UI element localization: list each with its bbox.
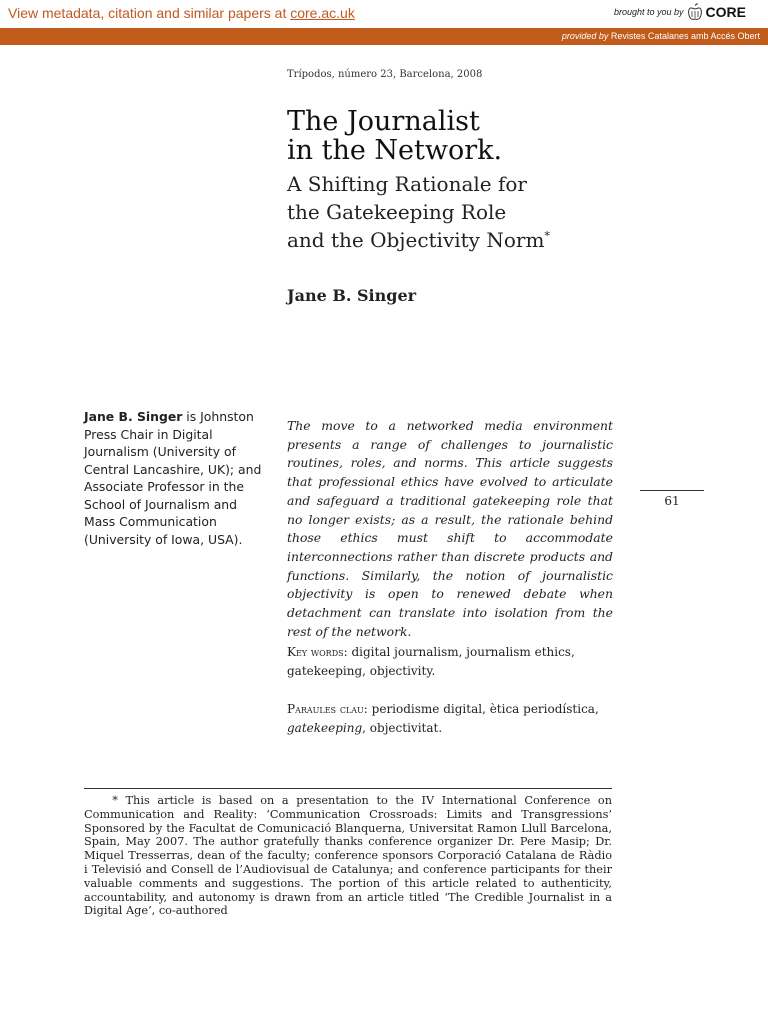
article-subtitle [287,170,667,254]
subtitle-line-2: the Gatekeeping Role [287,200,507,224]
keywords [287,643,613,681]
provided-by-label: provided by [561,31,609,41]
footnote [84,794,612,918]
paraules-text-after: , objectivitat. [362,721,443,735]
bio-text: is Johnston Press Chair in Digital Journalism (University of Central Lancashire, UK); and Associate Professor in the School of Journalism and Mass Communication (University of Iowa, USA). [84,409,262,547]
footnote-text: This article is based on a presentation to the IV International Conference on Communication and Reality: ‘Communication Crossroads: Limits and Transgressions’ Sponsored by the Facultat de Comunicació Blanquerna, Universitat Ramon Llull Barcelona, Spain, May 2007. The author gratefully thanks conference organizer Dr. Pere Masip; Dr. Miquel Tresserras, dean of the faculty; conference sponsors Corporació Catalana de Ràdio i Televisió and Consell de l’Audiovisual de Catalunya; and conference participants for their valuable comments and suggestions. The portion of this article related to authenticity, accountability, and autonomy is drawn from an article titled ‘The Credible Journalist in a Digital Age’, co-authored [84,794,612,918]
subtitle-line-3-text: and the Objectivity Norm [287,228,545,252]
subtitle-line-3 [287,226,667,254]
footnote-mark: * [112,794,118,807]
core-provider-strip [0,28,768,45]
provider-name: Revistes Catalanes amb Accés Obert [610,31,760,41]
provided-by-line[interactable] [562,31,760,41]
page-number: 61 [664,494,680,508]
footnote-rule [84,788,612,789]
paraules-text-before: : periodisme digital, ètica periodística, [363,702,599,716]
paraules-label: Paraules clau [287,702,364,716]
page-number-rule [640,490,704,491]
keywords-label: Key words [287,645,344,659]
title-line-2: in the Network. [287,135,503,166]
core-logo: CORE [705,4,746,20]
bio-name: Jane B. Singer [84,409,183,424]
journal-citation: Trípodos, número 23, Barcelona, 2008 [287,69,483,80]
core-banner [0,0,768,29]
core-metadata-link-line [8,5,355,21]
core-link[interactable]: core.ac.uk [290,5,355,21]
article-title [287,107,667,165]
paraules-clau [287,700,613,738]
core-apple-icon [688,3,702,21]
brought-to-you-label: brought to you by [613,7,684,17]
subtitle-line-1: A Shifting Rationale for [287,172,527,196]
core-link-prefix: View metadata, citation and similar papers at [8,5,291,21]
footnote-marker: * [544,229,550,243]
paraules-italic: gatekeeping [287,721,363,735]
abstract: The move to a networked media environment presents a range of challenges to journalistic routines, roles, and norms. This article suggests that professional ethics have evolved to articulate and safeguard a traditional gatekeeping role that no longer exists; as a result, the rationale behind those ethics must shift to accommodate interconnections rather than discrete products and functions. Similarly, the notion of journalistic objectivity is open to renewed debate when detachment can translate into isolation from the rest of the network. [287,418,613,639]
author-bio [84,408,264,548]
title-line-1: The Journalist [287,106,480,137]
author-name: Jane B. Singer [287,286,417,305]
core-brought-by[interactable] [614,3,746,21]
keywords-text: : digital journalism, journalism ethics, gatekeeping, objectivity. [287,645,575,678]
